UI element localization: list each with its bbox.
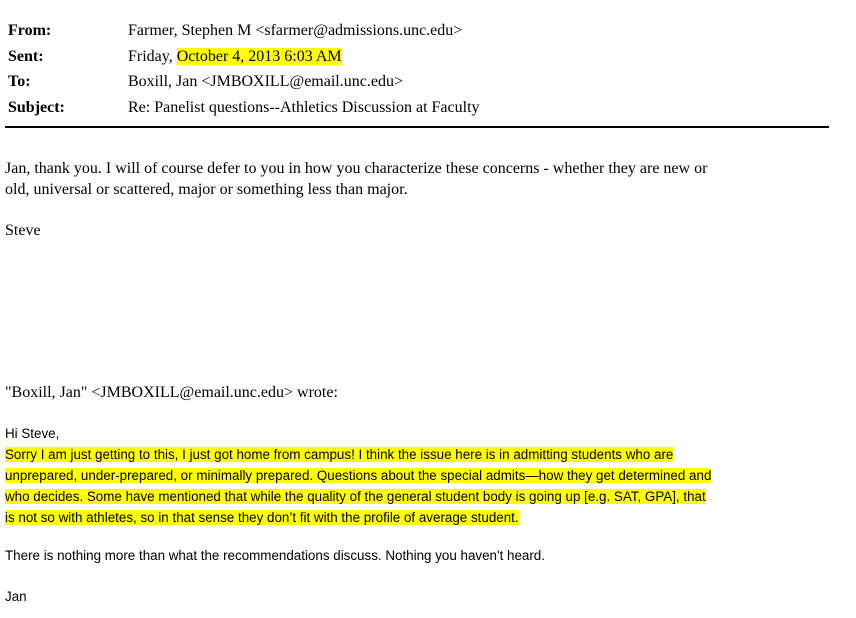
to-label: To: — [8, 73, 31, 90]
from-label: From: — [8, 22, 52, 39]
email-header — [8, 18, 838, 120]
quoted-signature: Jan — [5, 589, 27, 604]
sent-row — [8, 44, 838, 70]
reply-line: Jan, thank you. I will of course defer to you in how you characterize these concerns - whether they are new or — [5, 160, 708, 177]
subject-label: Subject: — [8, 98, 65, 116]
reply-line: old, universal or scattered, major or something less than major. — [5, 181, 408, 198]
highlighted-text: is not so with athletes, so in that sense they don’t fit with the profile of average student. — [5, 510, 519, 525]
quoted-body — [5, 423, 711, 528]
from-value: Farmer, Stephen M <sfarmer@admissions.unc.edu> — [128, 22, 463, 39]
subject-value: Re: Panelist questions--Athletics Discussion at Faculty — [128, 98, 480, 116]
sent-value — [128, 44, 342, 70]
from-row — [8, 18, 838, 44]
quoted-greeting: Hi Steve, — [5, 426, 60, 441]
sent-day: Friday, — [128, 47, 173, 65]
quoted-closing-line: There is nothing more than what the recommendations discuss. Nothing you haven't heard. — [5, 548, 545, 563]
highlighted-text: Sorry I am just getting to this, I just got home from campus! I think the issue here is in admitting students who are — [5, 447, 674, 462]
subject-row — [8, 95, 838, 121]
reply-signature: Steve — [5, 222, 41, 239]
to-row — [8, 69, 838, 95]
sent-datetime-highlight: October 4, 2013 6:03 AM — [176, 47, 342, 65]
quoted-line — [5, 444, 711, 465]
quoted-line — [5, 507, 711, 528]
reply-body — [5, 158, 707, 200]
quote-attribution: "Boxill, Jan" <JMBOXILL@email.unc.edu> wrote: — [5, 384, 338, 401]
to-value: Boxill, Jan <JMBOXILL@email.unc.edu> — [128, 73, 403, 90]
header-divider — [5, 126, 829, 128]
highlighted-text: unprepared, under-prepared, or minimally prepared. Questions about the special admits—how they get determined and — [5, 468, 712, 483]
highlighted-text: who decides. Some have mentioned that while the quality of the general student body is going up [e.g. SAT, GPA], that — [5, 489, 706, 504]
quoted-line — [5, 465, 711, 486]
sent-label: Sent: — [8, 47, 44, 65]
quoted-line — [5, 486, 711, 507]
